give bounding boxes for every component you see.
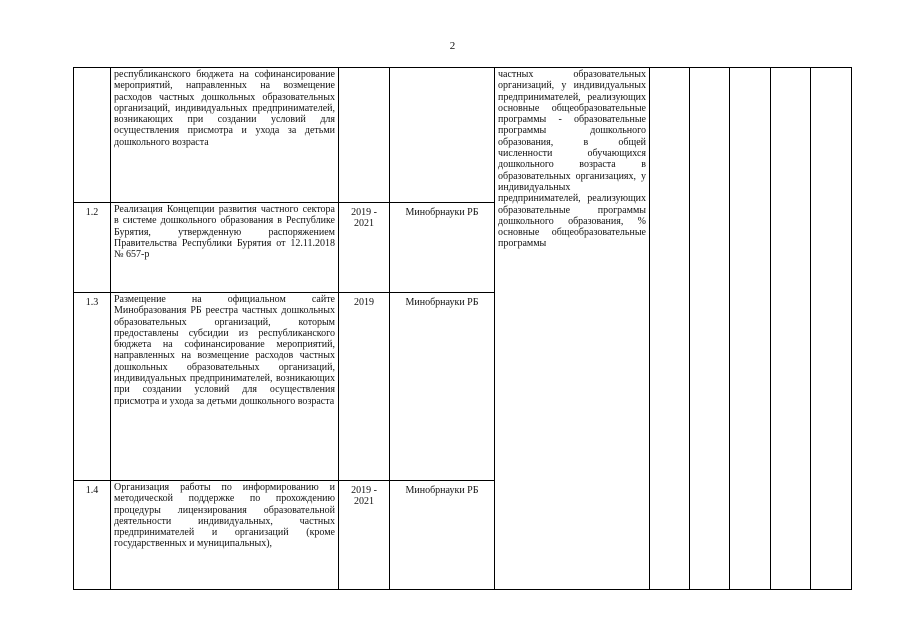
table-row [74, 68, 852, 203]
indicator-cell: частных образовательных организаций, у индивидуальных предпринимателей, реализующих основные общеобразовательные программы - образовательные программы дошкольного образования, в общей численности обучающихся дошкольного возраста в образовательных организациях, у индивидуальных предпринимателей, реализующих образовательные программы дошкольного образования, % основные общеобразовательные программы [495, 68, 650, 590]
term-cell: 2019 [339, 293, 390, 481]
responsible-cell: Минобрнауки РБ [390, 203, 495, 293]
measures-table [73, 67, 852, 590]
row-number-cell: 1.2 [74, 203, 111, 293]
empty-cell [650, 68, 690, 590]
row-number-cell [74, 68, 111, 203]
empty-cell [771, 68, 811, 590]
row-number-cell: 1.3 [74, 293, 111, 481]
responsible-cell [390, 68, 495, 203]
measure-name-cell: Размещение на официальном сайте Минобразования РБ реестра частных дошкольных образовательных организаций, которым предоставлены субсидии из республиканского бюджета на софинансирование мероприятий, направленных на возмещение расходов частных дошкольных образовательных организаций, индивидуальных предпринимателей, возникающих при создании условий для осуществления присмотра и ухода за детьми дошкольного возраста [111, 293, 339, 481]
empty-cell [690, 68, 730, 590]
term-cell: 2019 - 2021 [339, 203, 390, 293]
term-cell: 2019 - 2021 [339, 481, 390, 590]
measure-name-cell: республиканского бюджета на софинансирование мероприятий, направленных на возмещение расходов частных дошкольных образовательных организаций, индивидуальных предпринимателей, возникающих при создании условий для осуществления присмотра и ухода за детьми дошкольного возраста [111, 68, 339, 203]
responsible-cell: Минобрнауки РБ [390, 293, 495, 481]
measure-name-cell: Организация работы по информированию и методической поддержке по прохождению процедуры лицензирования образовательной деятельности индивидуальных, частных предпринимателей и организаций (кроме государственных и муниципальных), [111, 481, 339, 590]
empty-cell [811, 68, 852, 590]
responsible-cell: Минобрнауки РБ [390, 481, 495, 590]
measure-name-cell: Реализация Концепции развития частного сектора в системе дошкольного образования в Республике Бурятия, утвержденную распоряжением Правительства Республики Бурятия от 12.11.2018 № 657-р [111, 203, 339, 293]
page-number: 2 [449, 40, 456, 52]
term-cell [339, 68, 390, 203]
empty-cell [730, 68, 771, 590]
row-number-cell: 1.4 [74, 481, 111, 590]
